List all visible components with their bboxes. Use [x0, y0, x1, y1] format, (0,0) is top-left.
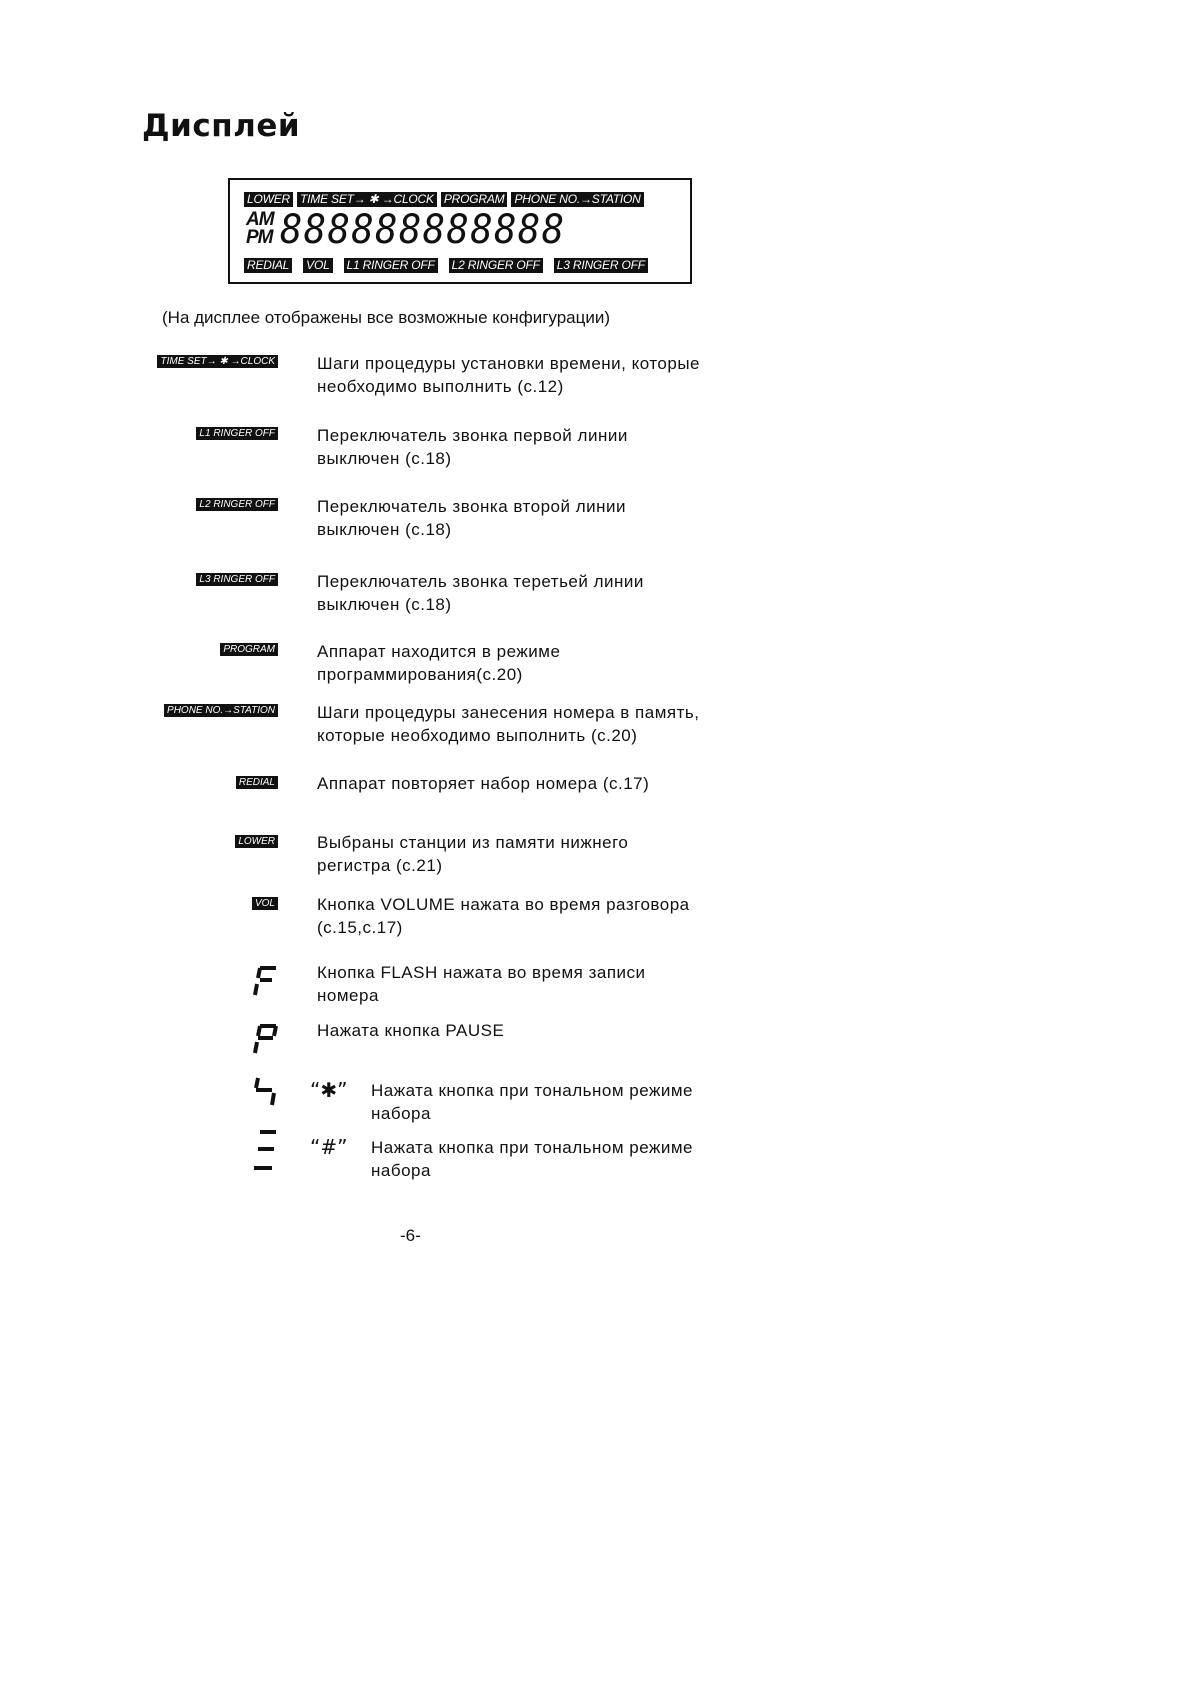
description-line: выключен (с.18) — [317, 595, 452, 614]
badge-l2-ringer-off: L2 RINGER OFF — [196, 498, 278, 511]
description-line: Нажата кнопка при тональном режиме — [371, 1081, 693, 1100]
lcd-pm: PM — [246, 227, 273, 248]
legend-description — [317, 640, 777, 686]
lcd-top-indicators — [244, 192, 644, 207]
description-line: набора — [371, 1161, 431, 1180]
star-symbol: “✱” — [310, 1078, 348, 1102]
page-number: -6- — [400, 1226, 421, 1245]
lcd-tag-vol: VOL — [303, 258, 332, 273]
lcd-tag-l2-ringer-off: L2 RINGER OFF — [449, 258, 543, 273]
lcd-tag-l3-ringer-off: L3 RINGER OFF — [554, 258, 648, 273]
flash-segment-icon — [250, 963, 280, 999]
description-line: которые необходимо выполнить (с.20) — [317, 726, 638, 745]
lcd-tag-program: PROGRAM — [441, 192, 508, 207]
legend-description — [317, 1019, 777, 1042]
legend-description — [317, 893, 777, 939]
description-line: Выбраны станции из памяти нижнего — [317, 833, 629, 852]
legend-description — [317, 352, 777, 398]
description-line: Кнопка VOLUME нажата во время разговора — [317, 895, 690, 914]
hash-segment-icon — [250, 1128, 280, 1174]
description-line: Кнопка FLASH нажата во время записи — [317, 963, 646, 982]
description-line: регистра (с.21) — [317, 856, 443, 875]
description-line: Переключатель звонка второй линии — [317, 497, 627, 516]
description-line: Шаги процедуры установки времени, которые — [317, 354, 701, 373]
badge-program: PROGRAM — [220, 643, 278, 656]
description-line: Шаги процедуры занесения номера в память, — [317, 703, 700, 722]
legend-description — [317, 495, 777, 541]
lcd-am: AM — [246, 209, 274, 230]
description-line: Аппарат повторяет набор номера (с.17) — [317, 774, 650, 793]
badge-l3-ringer-off: L3 RINGER OFF — [196, 573, 278, 586]
hash-symbol: “#” — [310, 1135, 348, 1159]
badge-l1-ringer-off: L1 RINGER OFF — [196, 427, 278, 440]
lcd-tag-l1-ringer-off: L1 RINGER OFF — [344, 258, 438, 273]
description-line: (с.15,с.17) — [317, 918, 403, 937]
lcd-display-diagram — [228, 178, 692, 284]
lcd-am-pm — [246, 211, 274, 247]
badge-time-set: TIME SET→ ✱ →CLOCK — [157, 355, 278, 368]
legend-description — [317, 570, 777, 616]
badge-redial: REDIAL — [236, 776, 278, 789]
badge-phone-no-station: PHONE NO.→STATION — [164, 704, 278, 717]
legend-description — [317, 831, 777, 877]
lcd-bottom-indicators — [244, 258, 648, 273]
description-line: набора — [371, 1104, 431, 1123]
legend-description — [317, 961, 777, 1007]
description-line: Нажата кнопка при тональном режиме — [371, 1138, 693, 1157]
display-caption: (На дисплее отображены все возможные конфигурации) — [162, 308, 611, 327]
lcd-tag-lower: LOWER — [244, 192, 293, 207]
description-line: Переключатель звонка первой линии — [317, 426, 628, 445]
description-line: Переключатель звонка теретьей линии — [317, 572, 644, 591]
lcd-digits: 888888888888 — [280, 207, 566, 253]
lcd-tag-time-set: TIME SET→ ✱ →CLOCK — [297, 192, 437, 207]
description-line: выключен (с.18) — [317, 449, 452, 468]
lcd-tag-redial: REDIAL — [244, 258, 292, 273]
pause-segment-icon — [250, 1021, 280, 1057]
description-line: необходимо выполнить (с.12) — [317, 377, 564, 396]
legend-description — [371, 1136, 771, 1182]
badge-vol: VOL — [252, 897, 278, 910]
description-line: номера — [317, 986, 379, 1005]
legend-description — [317, 772, 777, 795]
legend-description — [371, 1079, 771, 1125]
lcd-tag-phone-no: PHONE NO.→STATION — [511, 192, 643, 207]
star-segment-icon — [250, 1075, 280, 1111]
legend-description — [317, 701, 777, 747]
description-line: Нажата кнопка PAUSE — [317, 1021, 505, 1040]
description-line: Аппарат находится в режиме — [317, 642, 561, 661]
legend-description — [317, 424, 777, 470]
description-line: программирования(с.20) — [317, 665, 523, 684]
badge-lower: LOWER — [235, 835, 278, 848]
page-title: Дисплей — [142, 108, 301, 144]
description-line: выключен (с.18) — [317, 520, 452, 539]
